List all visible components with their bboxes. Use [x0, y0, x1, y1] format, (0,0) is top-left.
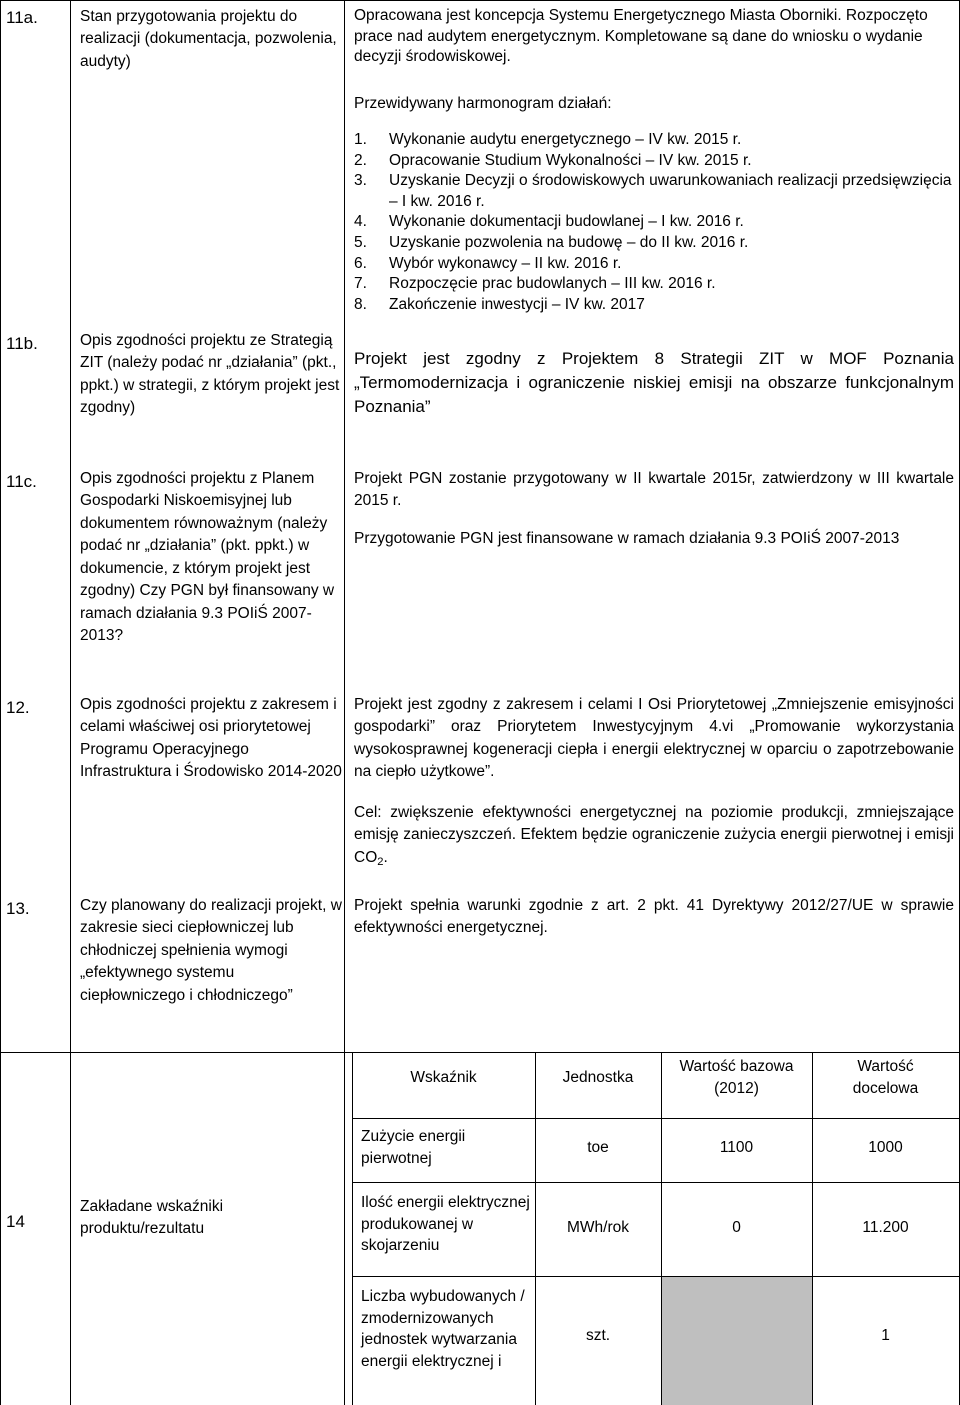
row-label-14: Zakładane wskaźniki produktu/rezultatu — [80, 1198, 224, 1238]
row-label-13: Czy planowany do realizacji projekt, w zakresie sieci ciepłowniczej lub chłodniczej spełnienia wymogi „efektywnego systemu ciepłowniczego i chłodniczego” — [80, 897, 342, 1004]
schedule-item-text: Wybór wykonawcy – II kw. 2016 r. — [389, 254, 622, 272]
schedule-item — [354, 130, 954, 151]
schedule-item-text: Opracowanie Studium Wykonalności – IV kw. 2015 r. — [389, 151, 752, 169]
schedule-item — [354, 295, 954, 316]
schedule-item — [354, 233, 954, 254]
status-text-11a: Opracowana jest koncepcja Systemu Energetycznego Miasta Oborniki. Rozpoczęto prace nad audytem energetycznym. Kompletowane są dane do wniosku o wydanie decyzji środowiskowej. — [354, 7, 928, 66]
pgn-text-1: Projekt PGN zostanie przygotowany w II kwartale 2015r, zatwierdzony w III kwartale 2015 r. — [354, 470, 954, 510]
indicator-target-value: 1 — [881, 1327, 890, 1344]
row-number-11c: 11c. — [6, 472, 37, 491]
schedule-item-text: Zakończenie inwestycji – IV kw. 2017 — [389, 295, 645, 313]
indicator-row-line-1 — [352, 1118, 960, 1119]
column-divider-num — [70, 0, 71, 1405]
row-label-11c: Opis zgodności projektu z Planem Gospodarki Niskoemisyjnej lub dokumentem równoważnym (należy podać nr „działania” (pkt. ppkt.) w dokumencie, z którym projekt jest zgodny) Czy PGN był finansowany w ramach działania 9.3 POIiŚ 2007-2013? — [80, 470, 335, 645]
indicator-base-value: 0 — [732, 1219, 741, 1236]
indicator-divider-a — [344, 1052, 345, 1405]
row-divider-14 — [0, 1052, 960, 1053]
indicator-unit: MWh/rok — [567, 1219, 629, 1236]
schedule-item-number: 1. — [354, 131, 367, 148]
schedule-list — [354, 130, 954, 315]
pgn-text-2: Przygotowanie PGN jest finansowane w ramach działania 9.3 POIiŚ 2007-2013 — [354, 530, 900, 547]
indicator-name: Liczba wybudowanych / zmodernizowanych jednostek wytwarzania energii elektrycznej i — [361, 1288, 525, 1371]
schedule-item — [354, 274, 954, 295]
goal-text-end: . — [383, 848, 388, 866]
poiis-compliance-text: Projekt jest zgodny z zakresem i celami I Osi Priorytetowej „Zmniejszenie emisyjności gospodarki” oraz Priorytetem Inwestycyjnym 4.vi „Promowanie wykorzystania wysokosprawnej kogeneracji ciepła i energii elektrycznej w oparciu o zapotrzebowanie na ciepło użytkowe”. — [354, 696, 954, 781]
row-number-14: 14 — [6, 1212, 25, 1231]
table-border-top — [0, 0, 960, 1]
schedule-item — [354, 254, 954, 275]
heating-system-text: Projekt spełnia warunki zgodnie z art. 2 pkt. 41 Dyrektywy 2012/27/UE w sprawie efektywności energetycznej. — [354, 897, 954, 937]
schedule-item-text: Wykonanie dokumentacji budowlanej – I kw. 2016 r. — [389, 213, 744, 231]
schedule-item — [354, 151, 954, 172]
header-wartosc-docelowa: Wartość docelowa — [852, 1058, 919, 1098]
schedule-item-text: Rozpoczęcie prac budowlanych – III kw. 2016 r. — [389, 275, 716, 293]
indicator-unit: toe — [587, 1139, 609, 1156]
indicator-divider-b — [352, 1052, 353, 1405]
schedule-item-number: 4. — [354, 213, 367, 231]
schedule-item-number: 5. — [354, 234, 367, 252]
indicator-row-line-2 — [352, 1182, 960, 1183]
schedule-item-number: 8. — [354, 295, 367, 313]
indicator-unit: szt. — [585, 1327, 611, 1344]
table-border-left — [0, 0, 1, 1405]
row-label-12: Opis zgodności projektu z zakresem i celami właściwej osi priorytetowej Programu Operacyjnego Infrastruktura i Środowisko 2014-2020 — [80, 696, 342, 781]
column-divider-label — [344, 0, 345, 1052]
schedule-item-number: 7. — [354, 275, 367, 293]
row-label-11b: Opis zgodności projektu ze Strategią ZIT (należy podać nr „działania” (pkt., ppkt.) w strategii, z którym projekt jest zgodny) — [80, 332, 340, 417]
schedule-item-text: Uzyskanie pozwolenia na budowę – do II kw. 2016 r. — [389, 234, 749, 252]
indicator-target-value: 1000 — [868, 1139, 903, 1156]
schedule-item — [354, 212, 954, 233]
header-wartosc-bazowa: Wartość bazowa (2012) — [679, 1058, 794, 1098]
indicator-row-line-3 — [352, 1276, 960, 1277]
row-number-11a: 11a. — [6, 8, 38, 27]
schedule-item-text: Uzyskanie Decyzji o środowiskowych uwarunkowaniach realizacji przedsięwzięcia – I kw. 2016 r. — [389, 172, 952, 210]
schedule-title: Przewidywany harmonogram działań: — [354, 95, 612, 112]
schedule-item — [354, 171, 954, 212]
goal-text-subscript: 2 — [377, 855, 384, 868]
zit-compliance-text: Projekt jest zgodny z Projektem 8 Strategii ZIT w MOF Poznania „Termomodernizacja i ograniczenie niskiej emisji na obszarze funkcjonalnym Poznania” — [354, 349, 954, 416]
schedule-item-number: 2. — [354, 151, 367, 169]
row-number-13: 13. — [6, 899, 30, 918]
indicator-name: Zużycie energii pierwotnej — [361, 1128, 466, 1168]
indicator-base-value: 1100 — [719, 1139, 754, 1156]
shaded-cell — [662, 1277, 812, 1405]
indicator-name: Ilość energii elektrycznej produkowanej w skojarzeniu — [361, 1194, 530, 1255]
schedule-item-number: 3. — [354, 172, 367, 190]
schedule-item-number: 6. — [354, 254, 367, 272]
schedule-item-text: Wykonanie audytu energetycznego – IV kw. 2015 r. — [389, 131, 742, 148]
row-number-12: 12. — [6, 698, 30, 717]
row-label-11a: Stan przygotowania projektu do realizacji (dokumentacja, pozwolenia, audyty) — [80, 8, 337, 70]
goal-text-main: Cel: zwiększenie efektywności energetycznej na poziomie produkcji, zmniejszające emisję zanieczyszczeń. Efektem będzie ograniczenie zużycia energii pierwotnej i emisji CO — [354, 804, 954, 866]
indicator-target-value: 11.200 — [862, 1219, 909, 1236]
header-jednostka: Jednostka — [562, 1069, 634, 1086]
row-number-11b: 11b. — [6, 334, 38, 353]
goal-text — [354, 802, 954, 869]
header-wskaznik: Wskaźnik — [410, 1069, 477, 1086]
